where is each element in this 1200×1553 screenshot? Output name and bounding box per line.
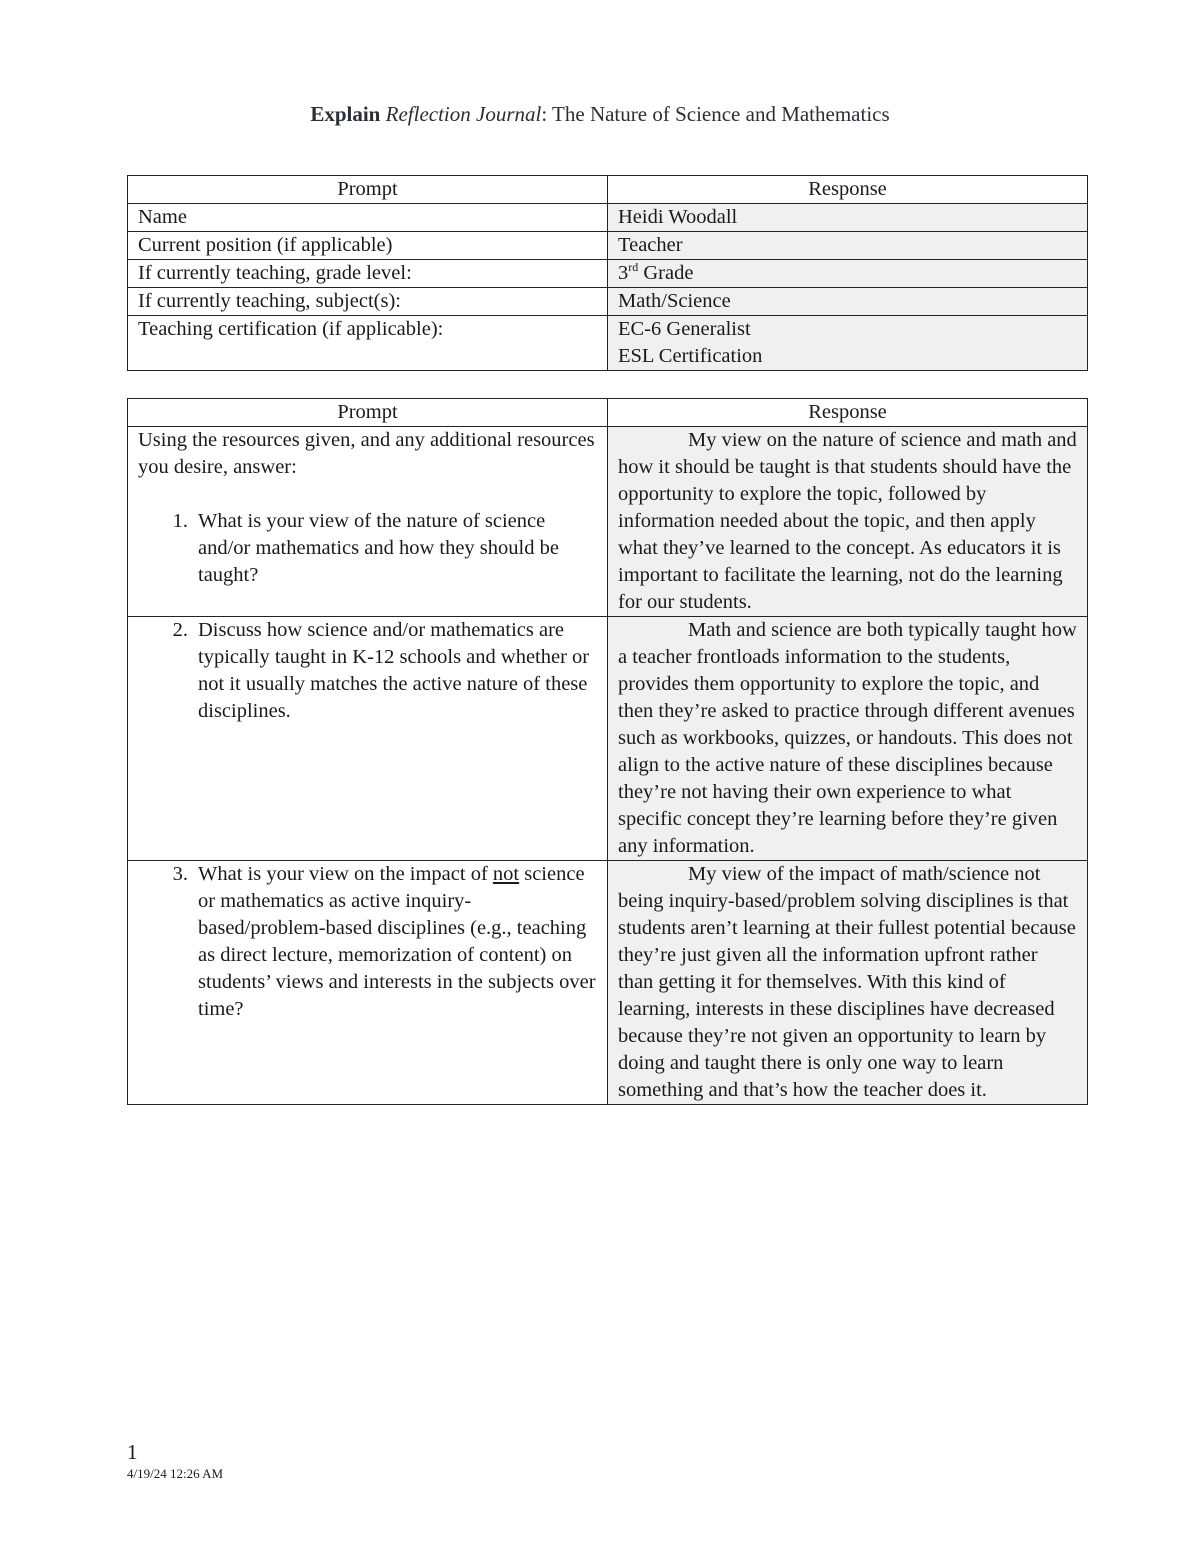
question-text bbox=[198, 861, 597, 1023]
question-number: 2. bbox=[172, 619, 188, 641]
info-prompt-grade: If currently teaching, grade level: bbox=[128, 260, 608, 288]
grade-suffix: rd bbox=[628, 260, 639, 275]
question-text-before: What is your view on the impact of bbox=[198, 863, 493, 885]
info-response-position: Teacher bbox=[608, 232, 1088, 260]
response-2-cell bbox=[608, 617, 1088, 861]
question-2 bbox=[138, 617, 597, 725]
grade-number: 3 bbox=[618, 262, 629, 284]
table-row bbox=[128, 260, 1088, 288]
reflection-header-row bbox=[128, 399, 1088, 427]
question-3-cell bbox=[128, 861, 608, 1105]
question-text: Discuss how science and/or mathematics are typically taught in K-12 schools and whether or not it usually matches the active nature of these disciplines. bbox=[198, 619, 590, 722]
question-text-underlined: not bbox=[492, 863, 520, 885]
table-row bbox=[128, 316, 1088, 371]
table-row bbox=[128, 427, 1088, 617]
prompt-intro: Using the resources given, and any additional resources you desire, answer: bbox=[138, 429, 595, 478]
response-text: My view of the impact of math/science not being inquiry-based/problem solving disciplines is that students aren’t learning at their fullest potential because they’re just given all the information upfront rather than getting it for themselves. With this kind of learning, interests in these disciplines have decreased because they’re not given an opportunity to learn by doing and taught there is only one way to learn something and that’s how the teacher does it. bbox=[618, 863, 1076, 1101]
info-prompt-certification: Teaching certification (if applicable): bbox=[128, 316, 608, 371]
response-text: My view on the nature of science and math and how it should be taught is that students should have the opportunity to explore the topic, followed by information needed about the topic, and then apply what they’ve learned to the concept. As educators it is important to facilitate the learning, not do the learning for our students. bbox=[618, 429, 1077, 613]
response-1-cell bbox=[608, 427, 1088, 617]
question-2-cell bbox=[128, 617, 608, 861]
info-prompt-name: Name bbox=[128, 204, 608, 232]
page-title bbox=[0, 100, 1200, 128]
reflection-header-response: Response bbox=[608, 399, 1088, 427]
page-number: 1 bbox=[127, 1440, 138, 1464]
question-text-after: science or mathematics as active inquiry-based/problem-based disciplines (e.g., teaching as direct lecture, memorization of content) on students’ views and interests in the subjects over time? bbox=[198, 863, 596, 1020]
info-response-certification bbox=[608, 316, 1088, 371]
title-italic: Reflection Journal bbox=[385, 102, 542, 126]
question-3 bbox=[138, 861, 597, 1023]
title-rest: : The Nature of Science and Mathematics bbox=[541, 102, 890, 126]
info-table bbox=[127, 175, 1088, 371]
info-response-grade bbox=[608, 260, 1088, 288]
certification-line: EC-6 Generalist bbox=[618, 318, 751, 340]
info-header-row bbox=[128, 176, 1088, 204]
question-number: 3. bbox=[172, 863, 188, 885]
question-text: What is your view of the nature of science and/or mathematics and how they should be taught? bbox=[198, 510, 559, 586]
reflection-table bbox=[127, 398, 1088, 1105]
table-row bbox=[128, 861, 1088, 1105]
grade-word: Grade bbox=[638, 262, 694, 284]
info-response-subjects: Math/Science bbox=[608, 288, 1088, 316]
certification-line: ESL Certification bbox=[618, 345, 763, 367]
table-row bbox=[128, 288, 1088, 316]
title-bold: Explain bbox=[310, 102, 381, 126]
question-1-cell bbox=[128, 427, 608, 617]
reflection-header-prompt: Prompt bbox=[128, 399, 608, 427]
info-prompt-subjects: If currently teaching, subject(s): bbox=[128, 288, 608, 316]
info-header-prompt: Prompt bbox=[128, 176, 608, 204]
info-prompt-position: Current position (if applicable) bbox=[128, 232, 608, 260]
timestamp: 4/19/24 12:26 AM bbox=[127, 1466, 224, 1481]
question-number: 1. bbox=[172, 510, 188, 532]
table-row bbox=[128, 617, 1088, 861]
response-3-cell bbox=[608, 861, 1088, 1105]
info-header-response: Response bbox=[608, 176, 1088, 204]
info-response-name: Heidi Woodall bbox=[608, 204, 1088, 232]
question-1 bbox=[138, 508, 597, 589]
response-text: Math and science are both typically taught how a teacher frontloads information to the students, provides them opportunity to explore the topic, and then they’re asked to practice through different avenues such as workbooks, quizzes, or handouts. This does not align to the active nature of these disciplines because they’re not having their own experience to what specific concept they’re learning before they’re given any information. bbox=[618, 619, 1077, 857]
table-row bbox=[128, 204, 1088, 232]
table-row bbox=[128, 232, 1088, 260]
